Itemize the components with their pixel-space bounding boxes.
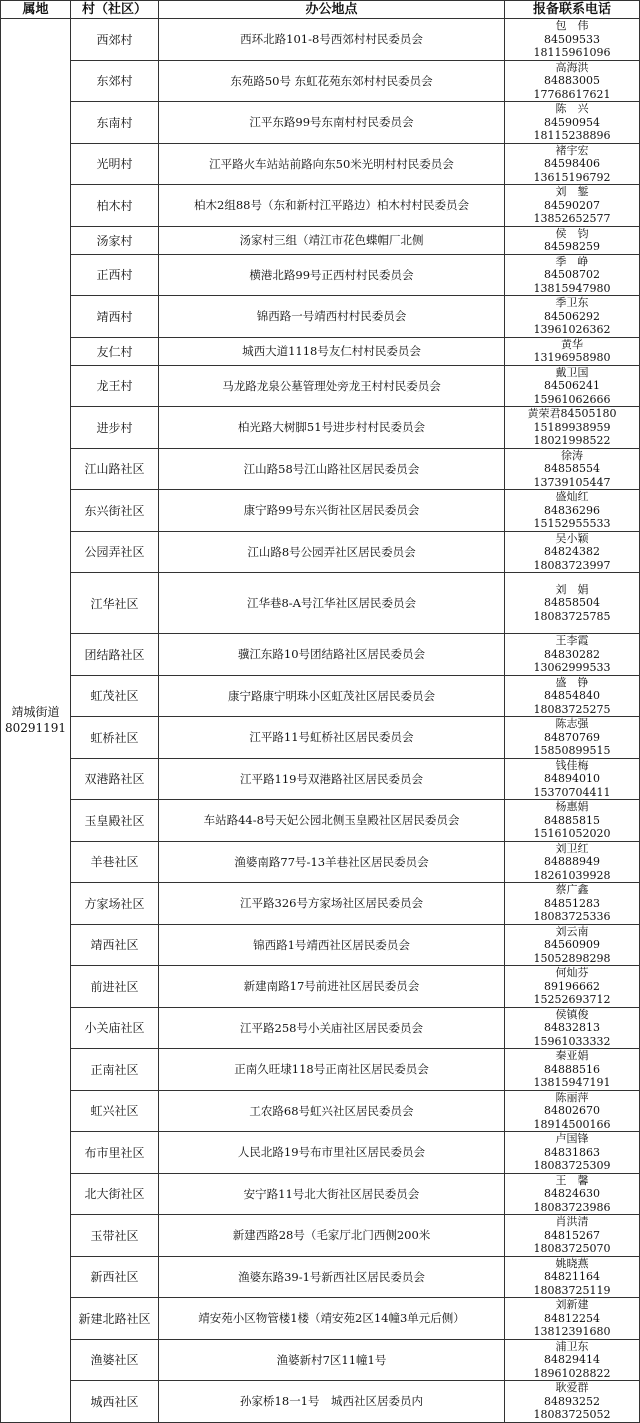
contact-line: 杨惠娟: [555, 800, 589, 813]
contact-cell: [505, 800, 640, 842]
contact-line: 84506292: [544, 309, 600, 323]
village-name: 正南社区: [71, 1049, 159, 1091]
village-name: 东南村: [71, 102, 159, 144]
table-row: [1, 883, 640, 925]
contact-line: 84836296: [544, 503, 600, 517]
contact-line: 84830282: [544, 647, 600, 661]
office-address: 锦西路1号靖西社区居民委员会: [159, 924, 505, 966]
contact-line: 84893252: [544, 1394, 600, 1408]
contact-cell: [505, 19, 640, 61]
table-row: [1, 717, 640, 759]
contact-line: 18261039928: [533, 868, 611, 882]
header-district: 属地: [1, 1, 71, 19]
contact-line: 84885815: [544, 813, 600, 827]
contact-line: 18083725119: [533, 1283, 611, 1297]
office-address: 康宁路康宁明珠小区虹茂社区居民委员会: [159, 675, 505, 717]
district-cell: [1, 19, 71, 1423]
contact-line: 13739105447: [533, 475, 611, 489]
table-row: [1, 19, 640, 61]
district-phone: 80291191: [4, 721, 67, 736]
contact-cell: [505, 966, 640, 1008]
office-address: 汤家村三组（靖江市花色蝶帽厂北侧: [159, 226, 505, 254]
village-name: 龙王村: [71, 365, 159, 407]
contact-cell: [505, 675, 640, 717]
village-name: 西郊村: [71, 19, 159, 61]
office-address: 康宁路99号东兴街社区居民委员会: [159, 490, 505, 532]
contact-line: 13815947980: [533, 281, 611, 295]
village-name: 靖西社区: [71, 924, 159, 966]
village-name: 东兴街社区: [71, 490, 159, 532]
contact-cell: [505, 1381, 640, 1423]
contact-line: 84509533: [544, 32, 600, 46]
contact-line: 84858504: [544, 596, 600, 610]
office-address: 江山路8号公园弄社区居民委员会: [159, 531, 505, 573]
contact-line: 何灿芬: [555, 966, 589, 979]
village-name: 渔婆社区: [71, 1339, 159, 1381]
contact-line: 18083725070: [533, 1242, 611, 1255]
office-address: 东苑路50号 东虹花苑东郊村村民委员会: [159, 60, 505, 102]
contact-line: 18083725052: [533, 1408, 611, 1421]
village-name: 友仁村: [71, 337, 159, 365]
contact-line: 蔡广鑫: [555, 883, 589, 896]
table-row: [1, 60, 640, 102]
village-name: 布市里社区: [71, 1132, 159, 1174]
contact-cell: [505, 337, 640, 365]
contact-line: 84831863: [544, 1145, 600, 1159]
contact-line: 盛 铮: [555, 675, 589, 689]
contact-line: 84870769: [544, 730, 600, 744]
office-address: 正南久旺埭118号正南社区居民委员会: [159, 1049, 505, 1091]
office-address: 渔婆南路77号-13羊巷社区居民委员会: [159, 841, 505, 883]
contact-line: 褚宇宏: [555, 143, 589, 157]
contact-line: 84854840: [544, 689, 600, 702]
contact-line: 84832813: [544, 1021, 600, 1034]
office-address: 江平路11号虹桥社区居民委员会: [159, 717, 505, 759]
contact-cell: [505, 717, 640, 759]
contact-cell: [505, 1215, 640, 1257]
contact-line: 13961026362: [533, 323, 611, 336]
contact-line: 84508702: [544, 268, 600, 281]
contact-line: 13812391680: [533, 1325, 611, 1338]
contact-line: 13062999533: [533, 661, 611, 674]
contact-line: 15152955533: [533, 517, 611, 530]
table-row: [1, 296, 640, 338]
contact-cell: [505, 1090, 640, 1132]
table-row: [1, 226, 640, 254]
contact-line: 王李霞: [555, 634, 589, 647]
contact-line: 15370704411: [533, 785, 611, 799]
contact-line: 84888516: [544, 1062, 600, 1076]
village-name: 前进社区: [71, 966, 159, 1008]
office-address: 江平东路99号东南村村民委员会: [159, 102, 505, 144]
contact-line: 84598259: [544, 240, 600, 253]
contact-line: 84888949: [544, 855, 600, 868]
contact-line: 肖洪清: [555, 1215, 589, 1228]
table-row: [1, 407, 640, 449]
table-row: [1, 490, 640, 532]
office-address: 柏光路大树脚51号进步村村民委员会: [159, 407, 505, 449]
contact-line: 13852652577: [533, 212, 611, 225]
contact-line: 18083723997: [533, 558, 611, 572]
district-name: 靖城街道: [11, 705, 60, 720]
contact-cell: [505, 1049, 640, 1091]
village-name: 羊巷社区: [71, 841, 159, 883]
header-village: 村（社区）: [71, 1, 159, 19]
contact-line: 秦亚娟: [555, 1049, 589, 1062]
contact-cell: [505, 226, 640, 254]
contact-line: 18961028822: [533, 1366, 611, 1380]
contact-line: 15850899515: [533, 744, 611, 757]
office-address: 工农路68号虹兴社区居民委员会: [159, 1090, 505, 1132]
contact-line: 13196958980: [533, 351, 611, 364]
contact-cell: [505, 1298, 640, 1340]
table-row: [1, 1256, 640, 1298]
header-office: 办公地点: [159, 1, 505, 19]
table-row: [1, 841, 640, 883]
table-row: [1, 1215, 640, 1257]
table-body: [1, 19, 640, 1423]
office-address: 城西大道1118号友仁村村民委员会: [159, 337, 505, 365]
village-name: 柏木村: [71, 185, 159, 227]
contact-line: 84590207: [544, 198, 600, 212]
table-row: [1, 102, 640, 144]
contact-line: 王 馨: [555, 1173, 589, 1187]
contact-line: 18115961096: [533, 46, 611, 59]
office-address: 安宁路11号北大街社区居民委员会: [159, 1173, 505, 1215]
contact-cell: [505, 254, 640, 296]
office-address: 新建西路28号（毛家厅北门西侧200米: [159, 1215, 505, 1257]
village-name: 双港路社区: [71, 758, 159, 800]
village-name: 靖西村: [71, 296, 159, 338]
contact-line: 89196662: [544, 979, 600, 993]
table-row: [1, 254, 640, 296]
contact-line: 15961062666: [533, 392, 611, 406]
contact-line: 84894010: [544, 772, 600, 785]
contact-line: 84858554: [544, 462, 600, 475]
table-row: [1, 966, 640, 1008]
contact-line: 钱佳梅: [555, 758, 589, 772]
contact-cell: [505, 573, 640, 634]
office-address: 横港北路99号正西村村民委员会: [159, 254, 505, 296]
village-name: 玉皇殿社区: [71, 800, 159, 842]
contact-line: 耿爱群: [555, 1381, 589, 1394]
contact-line: 刘 錾: [555, 185, 589, 198]
contact-cell: [505, 1256, 640, 1298]
contact-line: 刘云南: [555, 924, 589, 938]
office-address: 靖安苑小区物管楼1楼（靖安苑2区14幢3单元后侧）: [159, 1298, 505, 1340]
contact-cell: [505, 102, 640, 144]
contact-line: 姚晓燕: [555, 1256, 589, 1270]
office-address: 江平路119号双港路社区居民委员会: [159, 758, 505, 800]
contact-line: 18083723986: [533, 1200, 611, 1214]
village-name: 光明村: [71, 143, 159, 185]
contact-line: 84560909: [544, 938, 600, 951]
table-row: [1, 1049, 640, 1091]
contact-line: 13815947191: [533, 1076, 611, 1089]
contact-cell: [505, 841, 640, 883]
header-phone: 报备联系电话: [505, 1, 640, 19]
contact-cell: [505, 1339, 640, 1381]
header-row: [1, 1, 640, 19]
table-row: [1, 1007, 640, 1049]
contact-line: 84590954: [544, 115, 600, 129]
contact-cell: [505, 758, 640, 800]
contact-cell: [505, 490, 640, 532]
village-name: 团结路社区: [71, 634, 159, 676]
contact-cell: [505, 1173, 640, 1215]
office-address: 江平路258号小关庙社区居民委员会: [159, 1007, 505, 1049]
contact-line: 18083725785: [533, 609, 611, 623]
contact-line: 18083725336: [533, 910, 611, 923]
office-address: 锦西路一号靖西村村民委员会: [159, 296, 505, 338]
contact-line: 84829414: [544, 1353, 600, 1366]
contact-line: 陈志强: [555, 717, 589, 730]
contact-line: 18083725275: [533, 702, 611, 716]
contact-line: 84812254: [544, 1311, 600, 1325]
contact-line: 84598406: [544, 157, 600, 170]
contact-line: 刘卫红: [555, 841, 589, 855]
contact-line: 刘 娟: [555, 582, 589, 596]
contact-line: 侯 钧: [555, 226, 589, 240]
table-row: [1, 1132, 640, 1174]
village-name: 新建北路社区: [71, 1298, 159, 1340]
contact-line: 刘新建: [555, 1298, 589, 1311]
village-name: 进步村: [71, 407, 159, 449]
contact-line: 15189938959: [533, 420, 611, 434]
table-row: [1, 1381, 640, 1423]
contact-line: 84851283: [544, 896, 600, 910]
contact-line: 18115238896: [533, 129, 611, 142]
contact-line: 盛灿红: [555, 490, 589, 503]
office-address: 江平路326号方家场社区居民委员会: [159, 883, 505, 925]
contact-line: 浦卫东: [555, 1339, 589, 1353]
table-row: [1, 758, 640, 800]
table-row: [1, 924, 640, 966]
contact-line: 吴小颖: [555, 531, 589, 545]
contact-line: 陈 兴: [555, 102, 589, 115]
village-name: 虹茂社区: [71, 675, 159, 717]
table-row: [1, 1298, 640, 1340]
village-name: 江华社区: [71, 573, 159, 634]
office-address: 柏木2组88号（东和新村江平路边）柏木村村民委员会: [159, 185, 505, 227]
contact-cell: [505, 531, 640, 573]
office-address: 骥江东路10号团结路社区居民委员会: [159, 634, 505, 676]
table-row: [1, 1339, 640, 1381]
contact-line: 84802670: [544, 1104, 600, 1117]
office-address: 江华巷8-A号江华社区居民委员会: [159, 573, 505, 634]
contact-line: 15252693712: [533, 993, 611, 1006]
contact-line: 黄华: [561, 337, 583, 351]
village-name: 城西社区: [71, 1381, 159, 1423]
contact-line: 84821164: [544, 1270, 600, 1283]
contact-line: 季 峥: [555, 254, 589, 268]
table-row: [1, 337, 640, 365]
contact-line: 季卫东: [555, 296, 589, 309]
contact-line: 84824630: [544, 1187, 600, 1200]
table-row: [1, 185, 640, 227]
contact-cell: [505, 1132, 640, 1174]
office-address: 新建南路17号前进社区居民委员会: [159, 966, 505, 1008]
village-name: 玉带社区: [71, 1215, 159, 1257]
village-name: 方家场社区: [71, 883, 159, 925]
table-row: [1, 1090, 640, 1132]
village-name: 新西社区: [71, 1256, 159, 1298]
contact-line: 84506241: [544, 379, 600, 392]
office-address: 马龙路龙泉公墓管理处旁龙王村村民委员会: [159, 365, 505, 407]
office-address: 人民北路19号布市里社区居民委员会: [159, 1132, 505, 1174]
office-address: 江山路58号江山路社区居民委员会: [159, 448, 505, 490]
contact-cell: [505, 185, 640, 227]
village-name: 东郊村: [71, 60, 159, 102]
village-name: 小关庙社区: [71, 1007, 159, 1049]
table-row: [1, 634, 640, 676]
contact-cell: [505, 1007, 640, 1049]
office-address: 渔婆东路39-1号新西社区居民委员会: [159, 1256, 505, 1298]
contact-line: 陈丽萍: [555, 1090, 589, 1104]
contact-cell: [505, 448, 640, 490]
table-row: [1, 1173, 640, 1215]
contact-line: 侯镇俊: [555, 1007, 589, 1021]
village-name: 北大街社区: [71, 1173, 159, 1215]
contact-cell: [505, 924, 640, 966]
contact-line: 17768617621: [533, 87, 611, 101]
contact-cell: [505, 296, 640, 338]
contact-line: 15961033332: [533, 1034, 611, 1048]
contact-line: 包 伟: [555, 19, 589, 32]
contact-line: 黄荣君84505180: [527, 407, 617, 420]
village-name: 正西村: [71, 254, 159, 296]
contact-line: 15052898298: [533, 951, 611, 965]
office-address: 西环北路101-8号西郊村村民委员会: [159, 19, 505, 61]
contact-cell: [505, 143, 640, 185]
contact-line: 18021998522: [533, 434, 611, 447]
village-name: 虹兴社区: [71, 1090, 159, 1132]
office-address: 江平路火车站站前路向东50米光明村村民委员会: [159, 143, 505, 185]
village-name: 汤家村: [71, 226, 159, 254]
contact-line: 15161052020: [533, 827, 611, 840]
contact-line: 卢国锋: [555, 1132, 589, 1145]
table-row: [1, 448, 640, 490]
contact-line: 18083725309: [533, 1159, 611, 1172]
contact-line: 徐涛: [561, 448, 583, 462]
contact-line: 18914500166: [533, 1117, 611, 1131]
contact-line: 高海洪: [555, 60, 589, 74]
table-row: [1, 365, 640, 407]
contact-cell: [505, 365, 640, 407]
contact-line: 84883005: [544, 74, 600, 87]
village-name: 虹桥社区: [71, 717, 159, 759]
contact-line: 84824382: [544, 545, 600, 558]
village-name: 江山路社区: [71, 448, 159, 490]
contact-line: 84815267: [544, 1228, 600, 1242]
office-address: 车站路44-8号天妃公园北侧玉皇殿社区居民委员会: [159, 800, 505, 842]
contact-cell: [505, 883, 640, 925]
table-row: [1, 800, 640, 842]
contact-line: 戴卫国: [555, 365, 589, 379]
table-row: [1, 675, 640, 717]
table-row: [1, 531, 640, 573]
contact-cell: [505, 634, 640, 676]
contact-cell: [505, 60, 640, 102]
table-row: [1, 143, 640, 185]
contact-cell: [505, 407, 640, 449]
office-address: 孙家桥18一1号 城西社区居委员内: [159, 1381, 505, 1423]
table-row: [1, 573, 640, 634]
village-name: 公园弄社区: [71, 531, 159, 573]
office-address: 渔婆新村7区11幢1号: [159, 1339, 505, 1381]
contact-line: 13615196792: [533, 170, 611, 184]
